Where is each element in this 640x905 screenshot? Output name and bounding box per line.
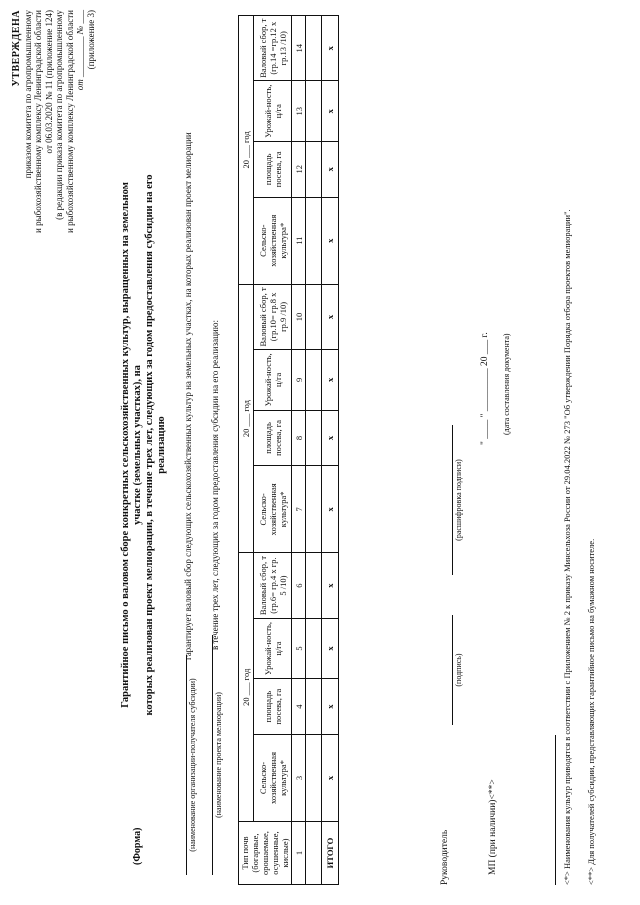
title-line: Гарантийное письмо о валовом сборе конкретных сельскохозяйственных культур, выращенных на земельном участке (земельных участках), на bbox=[120, 182, 143, 708]
x-mark: х bbox=[322, 466, 339, 553]
within-text: в течение трех лет, следующих за годом предоставления субсидии на его реализацию: bbox=[210, 320, 220, 650]
yield-header: Урожай-ность, ц/га bbox=[254, 350, 292, 411]
soil-type-header: Тип почв (богарные, орошаемые, осушенные, кислые) bbox=[239, 822, 292, 885]
title-line: которых реализован проект мелиорации, в течение трех лет, следующих за годом предоставления субсидии на его реализацию bbox=[144, 174, 167, 716]
year-header: 20 ___ год bbox=[239, 553, 254, 822]
approval-block bbox=[12, 10, 96, 270]
column-number: 7 bbox=[292, 466, 306, 553]
crop-header: Сельско-хозяйственная культура* bbox=[254, 466, 292, 553]
total-label: ИТОГО bbox=[322, 822, 339, 885]
column-number: 8 bbox=[292, 410, 306, 466]
table-cell bbox=[306, 618, 322, 679]
year-header: 20 ___ год bbox=[239, 16, 254, 285]
table-cell bbox=[306, 141, 322, 197]
x-mark: х bbox=[322, 734, 339, 821]
org-caption: (наименование организации-получателя субсидии) bbox=[188, 678, 197, 852]
area-header: площадь посева, га bbox=[254, 679, 292, 735]
footnote-divider bbox=[555, 735, 556, 885]
x-mark: х bbox=[322, 197, 339, 284]
column-number: 13 bbox=[292, 81, 306, 142]
x-mark: х bbox=[322, 81, 339, 142]
x-mark: х bbox=[322, 350, 339, 411]
approval-line: и рыбохозяйственному комплексу Ленинградской области bbox=[64, 10, 75, 233]
area-header: площадь посева, га bbox=[254, 141, 292, 197]
approval-title: УТВЕРЖДЕНА bbox=[11, 10, 22, 87]
table-cell bbox=[306, 81, 322, 142]
column-number: 3 bbox=[292, 734, 306, 821]
signature-caption: (подпись) bbox=[454, 653, 463, 687]
project-name-field bbox=[212, 635, 223, 875]
signature-field bbox=[452, 615, 463, 725]
crop-header: Сельско-хозяйственная культура* bbox=[254, 197, 292, 284]
column-number: 14 bbox=[292, 16, 306, 81]
approval-line: и рыбохозяйственному комплексу Ленинградской области bbox=[33, 10, 43, 233]
column-number: 1 bbox=[292, 822, 306, 885]
decoding-caption: (расшифровка подписи) bbox=[454, 459, 463, 541]
date-line: " ____ " _________ 20 ___ г. bbox=[480, 332, 490, 445]
harvest-table bbox=[238, 15, 339, 885]
x-mark: х bbox=[322, 16, 339, 81]
table-cell bbox=[306, 284, 322, 349]
stamp-label: МП (при наличии)<**> bbox=[488, 779, 498, 875]
x-mark: х bbox=[322, 410, 339, 466]
project-caption: (наименование проекта мелиорации) bbox=[214, 692, 223, 818]
x-mark: х bbox=[322, 141, 339, 197]
year-header: 20 ___ год bbox=[239, 284, 254, 553]
column-number: 9 bbox=[292, 350, 306, 411]
table-cell bbox=[306, 350, 322, 411]
crop-header: Сельско-хозяйственная культура* bbox=[254, 734, 292, 821]
column-number: 11 bbox=[292, 197, 306, 284]
approval-line: приказом комитета по агропромышленному bbox=[22, 10, 33, 179]
table-cell bbox=[306, 197, 322, 284]
decoding-field bbox=[452, 425, 463, 575]
area-header: площадь посева, га bbox=[254, 410, 292, 466]
column-number: 4 bbox=[292, 679, 306, 735]
approval-line: от 06.03.2020 № 11 (приложение 124) bbox=[43, 10, 54, 154]
approval-appendix: (приложение 3) bbox=[85, 10, 96, 70]
yield-header: Урожай-ность, ц/га bbox=[254, 618, 292, 679]
gross-header: Валовый сбор, т (гр.14 =гр.12 х гр.13 /10) bbox=[254, 16, 292, 81]
table-cell bbox=[306, 466, 322, 553]
org-name-field bbox=[186, 655, 197, 875]
table-cell bbox=[306, 553, 322, 618]
x-mark: х bbox=[322, 618, 339, 679]
guarantee-text: гарантирует валовый сбор следующих сельскохозяйственных культур на земельных участках, на которых реализован проект мелиорации bbox=[183, 132, 193, 660]
table-cell bbox=[306, 16, 322, 81]
gross-header: Валовый сбор, т (гр.6= гр.4 х гр. 5 /10) bbox=[254, 553, 292, 618]
date-caption: (дата составления документа) bbox=[502, 333, 511, 435]
table-cell bbox=[306, 679, 322, 735]
column-number: 6 bbox=[292, 553, 306, 618]
approval-line: (в редакции приказа комитета по агропромышленному bbox=[54, 10, 64, 220]
column-number: 5 bbox=[292, 618, 306, 679]
footnote-paper: <**> Для получателей субсидии, представляющих гарантийное письмо на бумажном носителе. bbox=[586, 538, 596, 885]
x-mark: х bbox=[322, 553, 339, 618]
yield-header: Урожай-ность, ц/га bbox=[254, 81, 292, 142]
table-cell bbox=[306, 734, 322, 821]
forma-label: (Форма) bbox=[132, 827, 143, 865]
x-mark: х bbox=[322, 284, 339, 349]
table-cell bbox=[306, 822, 322, 885]
table-cell bbox=[306, 410, 322, 466]
head-label: Руководитель bbox=[440, 829, 450, 885]
column-number: 12 bbox=[292, 141, 306, 197]
document-title bbox=[120, 165, 168, 725]
x-mark: х bbox=[322, 679, 339, 735]
footnote-crops: <*> Наименования культур приводятся в соответствии с Приложением № 2 к приказу Минсельхоза России от 29.04.2022 № 273 "Об утверждении Порядка отбора проектов мелиорации". bbox=[562, 209, 572, 885]
column-number: 10 bbox=[292, 284, 306, 349]
approval-date-line: от _________ № ___ bbox=[75, 10, 85, 91]
gross-header: Валовый сбор, т (гр.10= гр.8 х гр.9 /10) bbox=[254, 284, 292, 349]
